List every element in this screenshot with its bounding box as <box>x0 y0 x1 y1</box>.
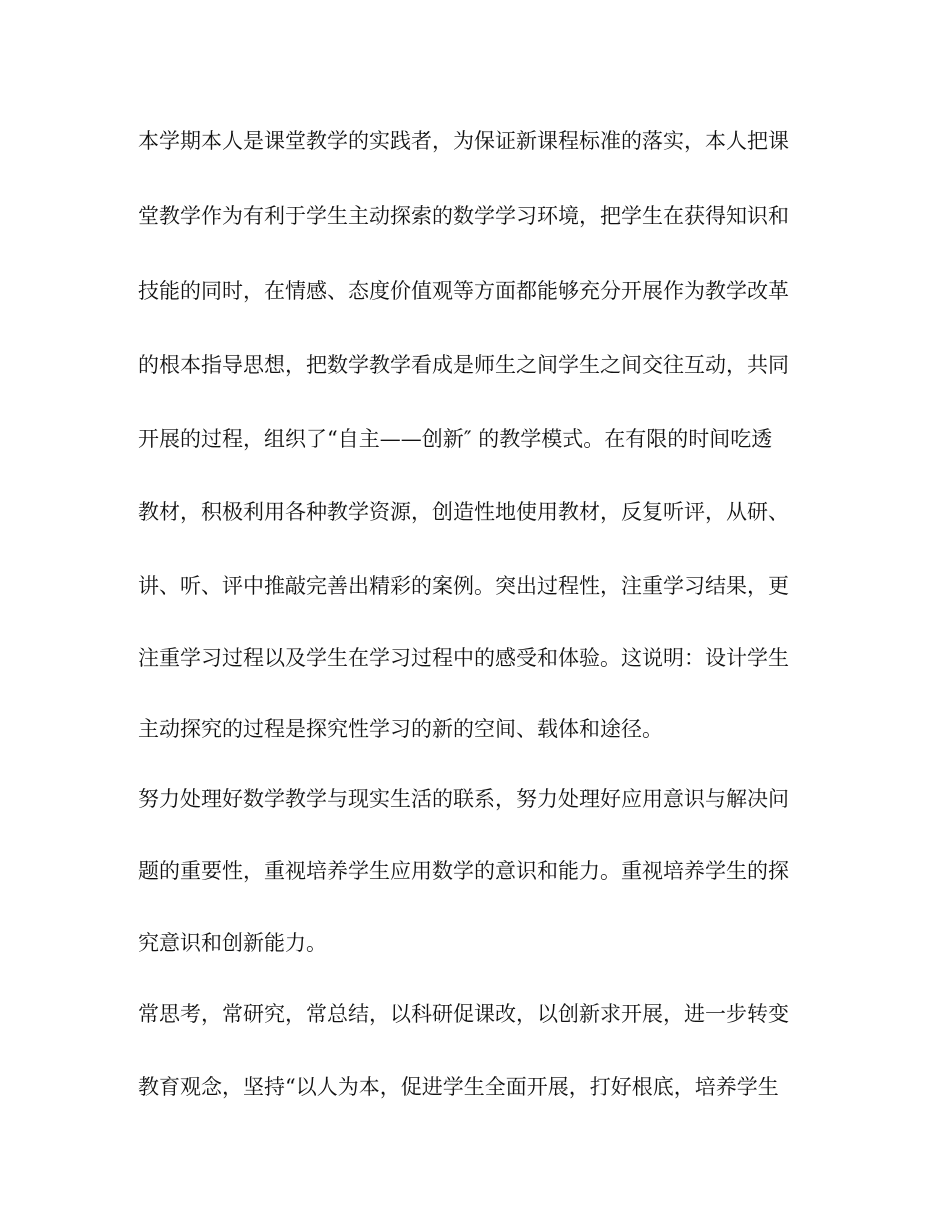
text-line: 开展的过程，组织了“自主——创新″ 的教学模式。在有限的时间吃透 <box>138 427 773 451</box>
text-line: 注重学习过程以及学生在学习过程中的感受和体验。这说明：设计学生 <box>138 646 789 670</box>
text-line: 常思考，常研究，常总结，以科研促课改，以创新求开展，进一步转变 <box>138 1002 789 1026</box>
text-line: 堂教学作为有利于学生主动探索的数学学习环境，把学生在获得知识和 <box>138 204 789 228</box>
text-line: 教育观念，坚持“以人为本，促进学生全面开展，打好根底，培养学生 <box>138 1075 779 1099</box>
text-line: 努力处理好数学教学与现实生活的联系，努力处理好应用意识与解决问 <box>138 787 789 811</box>
text-line: 主动探究的过程是探究性学习的新的空间、载体和途径。 <box>138 717 663 741</box>
text-line: 究意识和创新能力。 <box>138 931 327 955</box>
text-line: 教材，积极利用各种教学资源，创造性地使用教材，反复听评，从研、 <box>138 500 789 524</box>
text-line: 本学期本人是课堂教学的实践者，为保证新课程标准的落实，本人把课 <box>138 129 789 153</box>
text-line: 技能的同时，在情感、态度价值观等方面都能够充分开展作为教学改革 <box>138 279 789 303</box>
text-line: 讲、听、评中推敲完善出精彩的案例。突出过程性，注重学习结果，更 <box>138 574 789 598</box>
text-line: 题的重要性，重视培养学生应用数学的意识和能力。重视培养学生的探 <box>138 859 789 883</box>
text-line: 的根本指导思想，把数学教学看成是师生之间学生之间交往互动，共同 <box>138 353 789 377</box>
